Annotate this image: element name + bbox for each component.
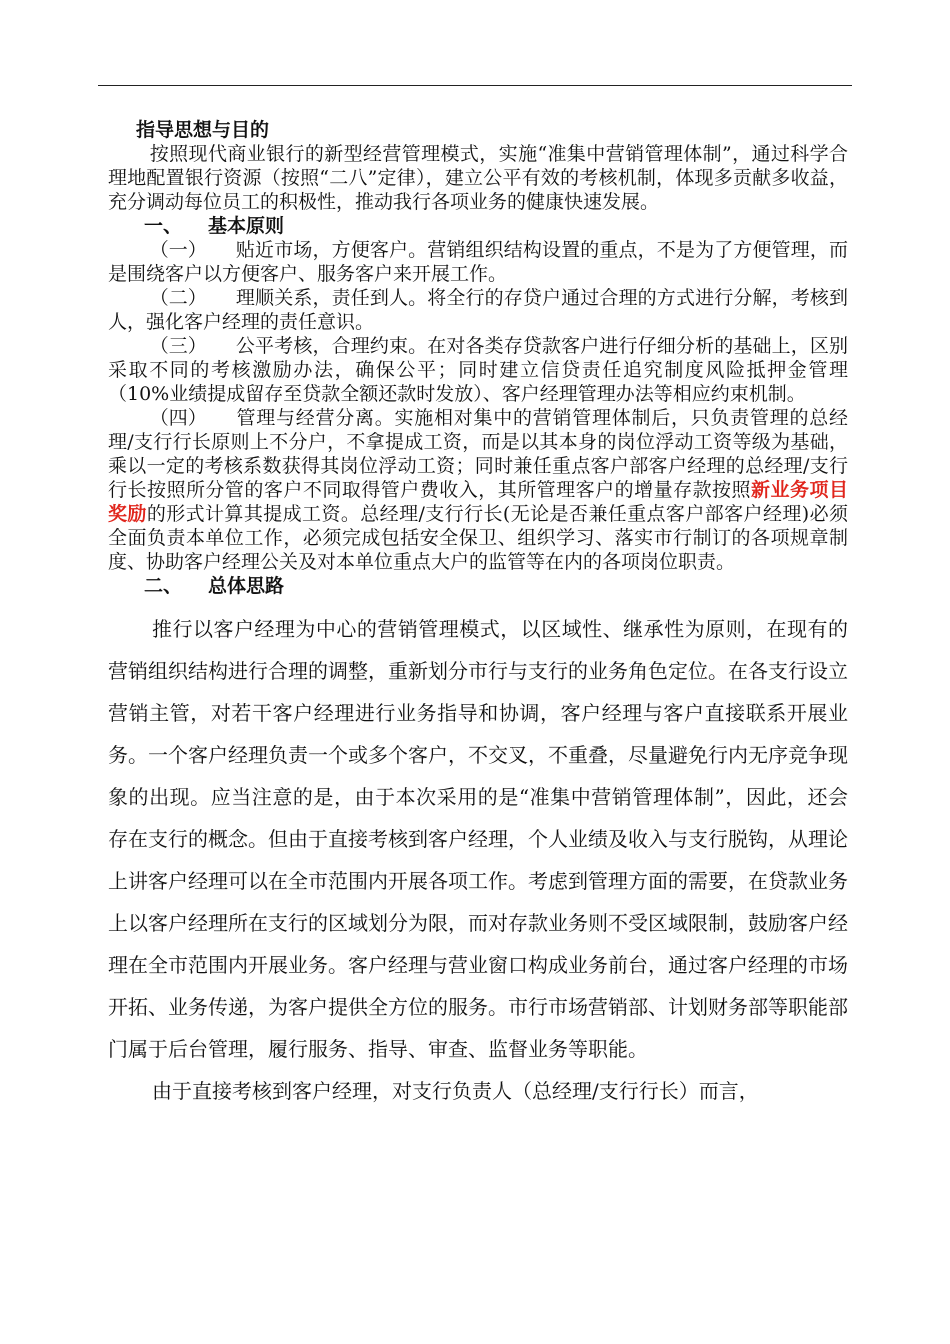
principle-label: （一）	[149, 239, 207, 261]
principle-label: （三）	[149, 335, 207, 357]
principle-text-after: 的形式计算其提成工资。总经理/支行行长(无论是否兼任重点客户部客户经理)必须全面负责本单位工作，必须完成包括安全保卫、组织学习、落实市行制订的各项规章制度、协助客户经理公关及对本单位重点大户的监管等在内的各项岗位职责。	[108, 503, 848, 573]
section1-heading	[108, 214, 848, 238]
principle-item	[108, 238, 848, 286]
principle-text: 公平考核，合理约束。在对各类存贷款客户进行仔细分析的基础上，区别采取不同的考核激励办法，确保公平；同时建立信贷责任追究制度风险抵押金管理（10%业绩提成留存至贷款全额还款时发放）、客户经理管理办法等相应约束机制。	[108, 335, 848, 405]
principle-text-before: 管理与经营分离。实施相对集中的营销管理体制后，只负责管理的总经理/支行行长原则上不分户，不拿提成工资，而是以其本身的岗位浮动工资等级为基础，乘以一定的考核系数获得其岗位浮动工资；同时兼任重点客户部客户经理的总经理/支行行长按照所分管的客户不同取得管户费收入，其所管理客户的增量存款按照	[108, 407, 848, 501]
section1-number: 一、	[144, 215, 183, 237]
highlighted-term: 新业务项目奖励	[108, 479, 848, 525]
header-rule	[98, 85, 852, 86]
document-body	[108, 118, 848, 1112]
principle-label: （四）	[149, 407, 207, 429]
intro-paragraph: 按照现代商业银行的新型经营管理模式，实施“准集中营销管理体制”，通过科学合理地配置银行资源（按照“二八”定律），建立公平有效的考核机制，体现多贡献多收益，充分调动每位员工的积极性，推动我行各项业务的健康快速发展。	[108, 143, 848, 213]
principle-text: 理顺关系，责任到人。将全行的存贷户通过合理的方式进行分解，考核到人，强化客户经理的责任意识。	[108, 287, 848, 333]
principle-item	[108, 286, 848, 334]
approach-paragraph: 推行以客户经理为中心的营销管理模式，以区域性、继承性为原则，在现有的营销组织结构进行合理的调整，重新划分市行与支行的业务角色定位。在各支行设立营销主管，对若干客户经理进行业务指导和协调，客户经理与客户直接联系开展业务。一个客户经理负责一个或多个客户，不交叉，不重叠，尽量避免行内无序竞争现象的出现。应当注意的是，由于本次采用的是“准集中营销管理体制”，因此，还会存在支行的概念。但由于直接考核到客户经理，个人业绩及收入与支行脱钩，从理论上讲客户经理可以在全市范围内开展各项工作。考虑到管理方面的需要，在贷款业务上以客户经理所在支行的区域划分为限，而对存款业务则不受区域限制，鼓励客户经理在全市范围内开展业务。客户经理与营业窗口构成业务前台，通过客户经理的市场开拓、业务传递，为客户提供全方位的服务。市行市场营销部、计划财务部等职能部门属于后台管理，履行服务、指导、审查、监督业务等职能。	[108, 617, 848, 1061]
section2-title: 总体思路	[208, 575, 285, 597]
section1-title: 基本原则	[208, 215, 285, 237]
principle-item	[108, 334, 848, 406]
principle-text: 贴近市场，方便客户。营销组织结构设置的重点，不是为了方便管理，而是围绕客户以方便客户、服务客户来开展工作。	[108, 239, 848, 285]
principle-label: （二）	[149, 287, 207, 309]
section2-heading	[108, 574, 848, 598]
approach-paragraph-continued: 由于直接考核到客户经理，对支行负责人（总经理/支行行长）而言，	[152, 1079, 759, 1103]
principle-item	[108, 406, 848, 574]
section2-number: 二、	[144, 575, 183, 597]
intro-heading: 指导思想与目的	[136, 119, 270, 141]
